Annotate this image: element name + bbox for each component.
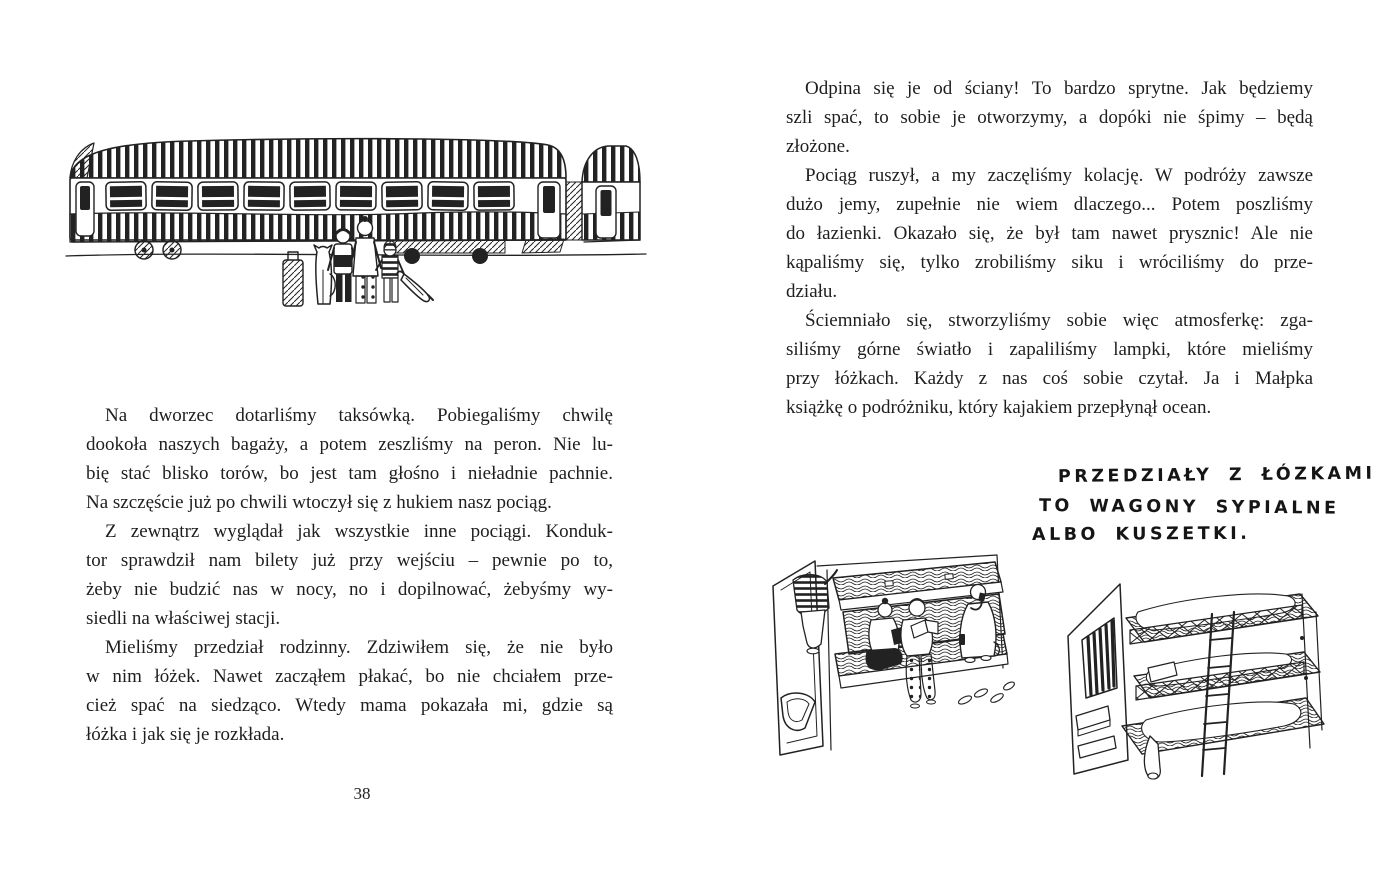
- text-line: Pociąg ruszył, a my zaczęliśmy kolację. W podróży zawsze: [805, 165, 1313, 186]
- ladder: [1202, 612, 1234, 776]
- paragraph: [786, 161, 1313, 306]
- text-line: działu.: [786, 281, 838, 302]
- text-line: tor sprawdził nam bilety już przy wejściu – pewnie po to,: [86, 550, 613, 571]
- note-line: ALBO KUSZETKI.: [1031, 523, 1251, 545]
- text-line: Na szczęście już po chwili wtoczył się z hukiem nasz pociąg.: [86, 492, 552, 513]
- note-line: PRZEDZIAŁY Z ŁÓZKAMI: [1057, 463, 1376, 487]
- top-bunk: [1126, 594, 1318, 644]
- paragraph: [86, 633, 613, 749]
- text-line: bię stać blisko torów, bo jest tam głośno i nieładnie pachnie.: [86, 463, 613, 484]
- suitcase: [283, 252, 303, 306]
- umbrella: [397, 271, 433, 301]
- middle-bunk: [1134, 652, 1320, 700]
- note-line: TO WAGONY SYPIALNE: [1038, 496, 1340, 519]
- handwritten-note: [1032, 463, 1375, 550]
- right-page-text: [786, 74, 1313, 422]
- bunk-bed-illustration: [1062, 578, 1334, 790]
- text-line: przy łóżkach. Każdy z nas coś sobie czytał. Ja i Małpka: [786, 368, 1313, 389]
- compartment-interior-illustration: [765, 550, 1035, 765]
- text-line: dużo jemy, zupełnie nie wiem dlaczego... Potem poszliśmy: [786, 194, 1313, 215]
- text-line: złożone.: [786, 136, 850, 157]
- train-illustration: [60, 134, 650, 314]
- paragraph: [786, 74, 1313, 161]
- train-main-carriage: [70, 139, 566, 264]
- text-line: Mieliśmy przedział rodzinny. Zdziwiłem się, że nie było: [105, 637, 613, 658]
- text-line: w nim łóżek. Nawet zacząłem płakać, bo nie chciałem prze-: [86, 666, 613, 687]
- page-number: 38: [353, 784, 371, 803]
- slippers: [957, 680, 1015, 705]
- text-line: żeby nie budzić nas w nocy, no i dopilnować, żebyśmy wy-: [86, 579, 613, 600]
- text-line: Ściemniało się, stworzyliśmy sobie więc atmosferkę: zga-: [805, 310, 1313, 331]
- text-line: siedli na właściwej stacji.: [86, 608, 281, 629]
- text-line: szli spać, to sobie je otworzymy, a dopóki nie śpimy – będą: [786, 107, 1313, 128]
- text-line: cież spać na siedząco. Wtedy mama pokazała mi, gdzie są: [86, 695, 613, 716]
- paragraph: [86, 401, 613, 517]
- train-windows: [106, 182, 514, 211]
- text-line: siliśmy górne światło i zapaliliśmy lampki, które mieliśmy: [786, 339, 1313, 360]
- text-line: kąpaliśmy się, tylko zrobiliśmy siku i wróciliśmy do prze-: [786, 252, 1313, 273]
- train-second-carriage: [566, 146, 640, 242]
- text-line: Z zewnątrz wyglądał jak wszystkie inne pociągi. Konduk-: [105, 521, 613, 542]
- text-line: łóżka i jak się je rozkłada.: [86, 724, 285, 745]
- text-line: do łazienki. Okazało się, że był tam nawet prysznic! Ale nie: [786, 223, 1313, 244]
- paragraph: [86, 517, 613, 633]
- text-line: książkę o podróżniku, który kajakiem przepłynął ocean.: [786, 397, 1212, 418]
- text-line: Na dworzec dotarliśmy taksówką. Pobiegaliśmy chwilę: [105, 405, 613, 426]
- text-line: Odpina się je od ściany! To bardzo sprytne. Jak będziemy: [805, 78, 1313, 99]
- right-page: [700, 0, 1400, 887]
- paragraph: [786, 306, 1313, 422]
- text-line: dookoła naszych bagaży, a potem zeszliśmy na peron. Nie lu-: [86, 434, 613, 455]
- left-page-text: [86, 401, 613, 749]
